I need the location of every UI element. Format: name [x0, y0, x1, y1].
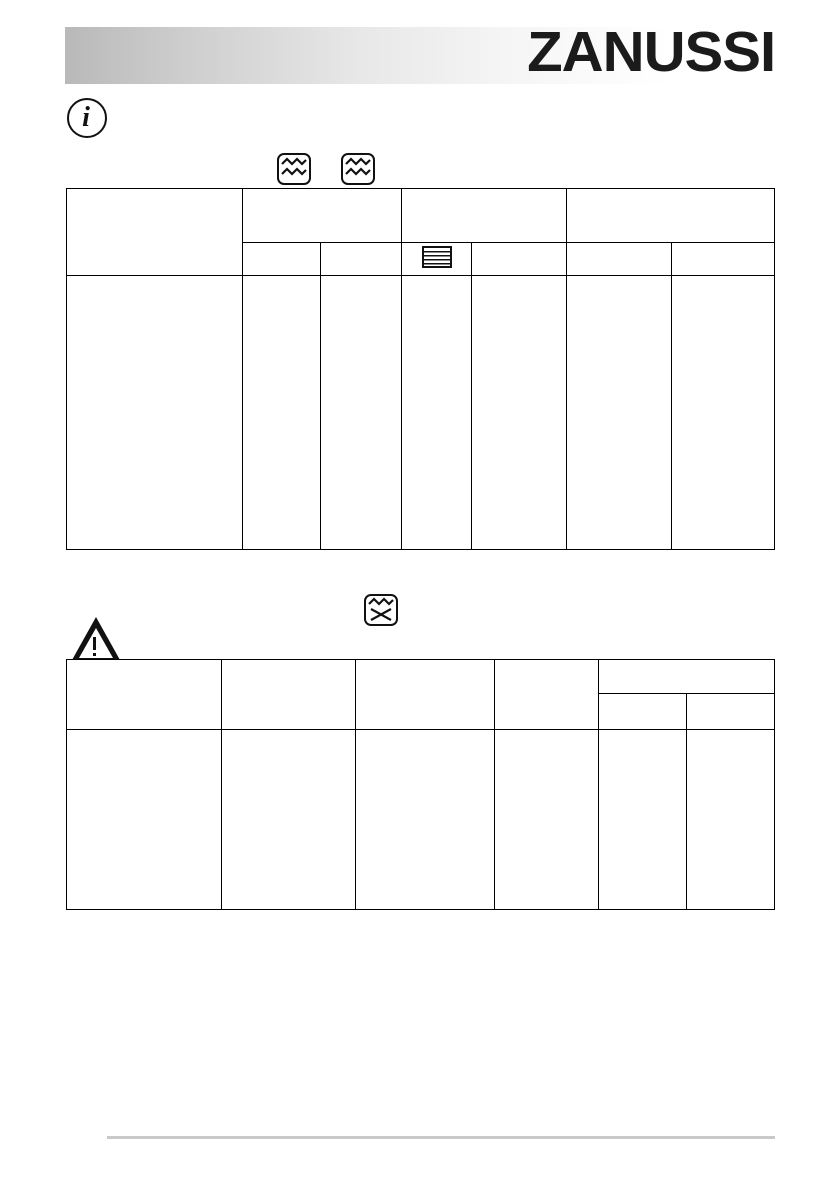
warning-exclamation-dot — [93, 653, 96, 656]
warning-triangle-fill — [79, 628, 113, 658]
table-row — [67, 730, 775, 910]
grill-header-row-1 — [67, 660, 775, 694]
oven-cell-5 — [567, 276, 672, 550]
oven-col-group-c-header — [567, 189, 775, 243]
oven-cell-3 — [402, 276, 472, 550]
page-header-band — [65, 20, 775, 84]
grill-cell-side1 — [599, 730, 687, 910]
information-icon — [66, 97, 108, 139]
oven-col-group-b-header — [402, 189, 567, 243]
grill-cooking-chart — [66, 659, 775, 910]
oven-subcol-1-header — [243, 243, 321, 276]
brand-logo: ZANUSSI — [526, 20, 775, 84]
footer-divider — [107, 1136, 775, 1139]
fan-oven-symbol-glyph-2 — [343, 155, 373, 183]
oven-cell-food — [67, 276, 243, 550]
grill-cell-function — [356, 730, 495, 910]
oven-subcol-3-header — [402, 243, 472, 276]
oven-cell-4 — [472, 276, 567, 550]
grill-col-function-header — [356, 660, 495, 730]
warning-exclamation-bar — [93, 637, 96, 650]
grill-subcol-side2-header — [687, 694, 775, 730]
oven-cooking-chart — [66, 188, 775, 550]
grill-col-food-header — [67, 660, 222, 730]
oven-cell-1 — [243, 276, 321, 550]
oven-subcol-5-header — [567, 243, 672, 276]
full-grill-symbol-icon — [364, 594, 398, 626]
table-row — [67, 276, 775, 550]
oven-subcol-6-header — [672, 243, 775, 276]
information-icon-glyph: i — [82, 102, 90, 133]
grill-col-qty-header — [222, 660, 356, 730]
oven-cell-6 — [672, 276, 775, 550]
grill-cell-food — [67, 730, 222, 910]
oven-col-group-a-header — [243, 189, 402, 243]
oven-subcol-4-header — [472, 243, 567, 276]
grill-cell-side2 — [687, 730, 775, 910]
fan-oven-symbol-glyph — [279, 155, 309, 183]
table-header-row-1 — [67, 189, 775, 243]
grill-col-time-group-header — [599, 660, 775, 694]
oven-shelf-icon — [422, 246, 452, 268]
grill-cell-temp — [495, 730, 599, 910]
fan-oven-symbol-icon — [277, 153, 311, 185]
grill-cell-qty — [222, 730, 356, 910]
oven-subcol-2-header — [321, 243, 402, 276]
grill-subcol-side1-header — [599, 694, 687, 730]
full-grill-symbol-glyph — [366, 596, 396, 624]
warning-triangle-icon — [72, 617, 122, 661]
grill-col-temp-header — [495, 660, 599, 730]
fan-oven-symbol-icon-2 — [341, 153, 375, 185]
oven-col-food-header — [67, 189, 243, 276]
oven-cell-2 — [321, 276, 402, 550]
